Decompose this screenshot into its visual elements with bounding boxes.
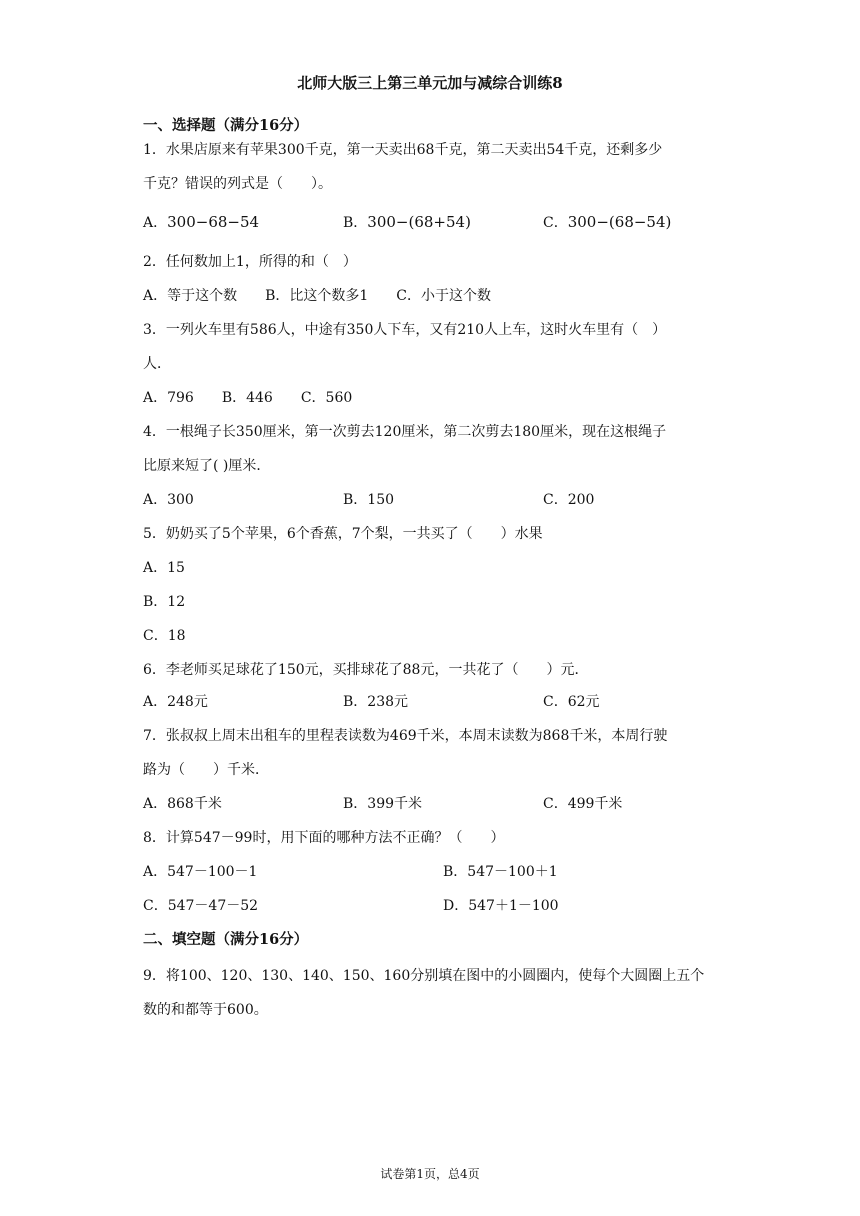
q1-option-b-expr: 300−(68+54) <box>367 213 471 231</box>
section-heading-choice: 一、选择题（满分16分） <box>143 117 309 134</box>
page-footer: 试卷第1页，总4页 <box>380 1167 480 1181</box>
question-8-line-1: 8．计算547－99时，用下面的哪种方法不正确？（ ） <box>143 830 505 846</box>
q4-option-c: C．200 <box>543 492 595 508</box>
q7-option-c: C．499千米 <box>543 796 623 812</box>
q8-option-b: B．547－100＋1 <box>443 864 558 880</box>
question-4-line-1: 4．一根绳子长350厘米，第一次剪去120厘米，第二次剪去180厘米，现在这根绳子 <box>143 424 667 440</box>
question-9-line-2: 数的和都等于600。 <box>143 1002 268 1018</box>
question-3-line-2: 人． <box>143 356 171 372</box>
q5-option-c: C．18 <box>143 628 186 644</box>
q8-option-c: C．547－47－52 <box>143 898 259 914</box>
q1-option-a <box>143 212 259 233</box>
question-3-line-1: 3．一列火车里有586人，中途有350人下车，又有210人上车，这时火车里有（ ） <box>143 322 667 338</box>
q5-option-b: B．12 <box>143 594 186 610</box>
q7-option-a: A．868千米 <box>143 796 222 812</box>
q1-option-c <box>543 212 671 233</box>
question-1-line-2: 千克？错误的列式是（ ）。 <box>143 176 332 192</box>
question-5-line-1: 5．奶奶买了5个苹果，6个香蕉，7个梨，一共买了（ ）水果 <box>143 526 543 542</box>
q6-option-a: A．248元 <box>143 694 208 710</box>
question-2-options: A．等于这个数 B．比这个数多1 C．小于这个数 <box>143 288 492 304</box>
q6-option-c: C．62元 <box>543 694 600 710</box>
q1-option-b <box>343 212 471 233</box>
q1-option-c-expr: 300−(68−54) <box>567 213 672 231</box>
question-1-line-1: 1．水果店原来有苹果300千克，第一天卖出68千克，第二天卖出54千克，还剩多少 <box>143 142 663 158</box>
question-4-line-2: 比原来短了( )厘米． <box>143 458 271 474</box>
q1-option-b-label: B． <box>343 215 368 231</box>
q4-option-b: B．150 <box>343 492 395 508</box>
q1-option-c-label: C． <box>543 215 568 231</box>
section-heading-fill: 二、填空题（满分16分） <box>143 931 309 948</box>
q7-option-b: B．399千米 <box>343 796 423 812</box>
q1-option-a-expr: 300−68−54 <box>167 213 260 231</box>
q8-option-a: A．547－100－1 <box>143 864 258 880</box>
page-title: 北师大版三上第三单元加与减综合训练8 <box>297 74 563 92</box>
question-9-line-1: 9．将100、120、130、140、150、160分别填在图中的小圆圈内，使每个大圆圈上五个 <box>143 968 705 984</box>
q8-option-d: D．547＋1－100 <box>443 898 559 914</box>
q1-option-a-label: A． <box>143 215 168 231</box>
q6-option-b: B．238元 <box>343 694 409 710</box>
question-2-line-1: 2．任何数加上1，所得的和（ ） <box>143 254 357 270</box>
question-7-line-1: 7．张叔叔上周末出租车的里程表读数为469千米，本周末读数为868千米，本周行驶 <box>143 728 668 744</box>
question-6-line-1: 6．李老师买足球花了150元，买排球花了88元，一共花了（ ）元． <box>143 662 589 678</box>
question-7-line-2: 路为（ ）千米． <box>143 762 269 778</box>
q4-option-a: A．300 <box>143 492 194 508</box>
question-3-options: A．796 B．446 C．560 <box>143 390 353 406</box>
q5-option-a: A．15 <box>143 560 185 576</box>
